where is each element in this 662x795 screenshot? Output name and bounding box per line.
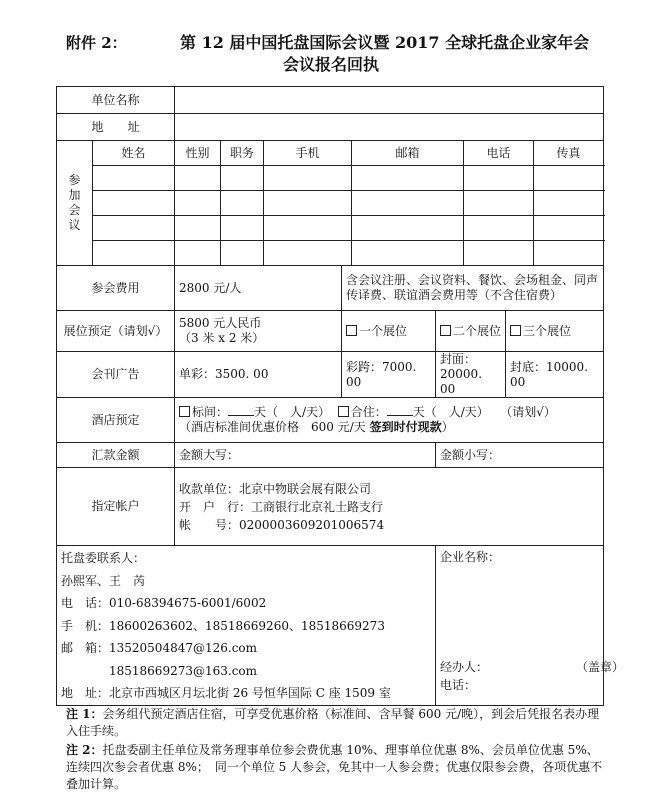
note-2: 注 2：托盘委副主任单位及常务理事单位参会费优惠 10%、理事单位优惠 8%、会员单位优惠 5%、连续四次参会者优惠 8%； 同一个单位 5 人参会，免其中一人参会费；优惠仅限参会费，各项优惠不叠加计算。 <box>66 743 603 791</box>
amount-upper-field[interactable]: 金额大写： <box>175 443 436 468</box>
attendee-mobile-cell[interactable] <box>264 166 352 191</box>
attendee-row <box>57 191 604 216</box>
ad-option-back-cover[interactable]: 封底：10000. 00 <box>506 352 604 398</box>
booth-label: 展位预定（请划√） <box>57 311 175 352</box>
handler-label: 经办人： <box>440 660 489 674</box>
attendee-fax-cell[interactable] <box>534 241 604 266</box>
account-details: 收款单位：北京中物联会展有限公司 开 户 行：工商银行北京礼士路支行 帐 号：0200003609201006574 <box>175 468 604 546</box>
attendee-gender-cell[interactable] <box>175 241 221 266</box>
attendee-name-cell[interactable] <box>93 216 175 241</box>
fee-label: 参会费用 <box>57 266 175 311</box>
company-phone-label: 电话： <box>440 678 477 692</box>
attendee-fax-cell[interactable] <box>534 216 604 241</box>
attendee-row <box>57 241 604 266</box>
company-info <box>436 546 625 706</box>
attendee-title-cell[interactable] <box>221 166 264 191</box>
attendee-email-cell[interactable] <box>352 166 464 191</box>
fee-value: 2800 元/人 <box>175 266 342 311</box>
header-gender: 性别 <box>175 141 221 166</box>
address-label: 地 址 <box>57 114 175 141</box>
booth-price: 5800 元人民币 （3 米 x 2 米） <box>175 311 342 352</box>
attendee-mobile-cell[interactable] <box>264 191 352 216</box>
hotel-booking: 标间： 天（ 人/天） 合住： 天（ 人/天） （请划√） （酒店标准间优惠价格 600 元/天 签到时付现款） <box>175 398 604 443</box>
checkbox-icon[interactable] <box>338 406 349 417</box>
attendee-phone-cell[interactable] <box>464 191 534 216</box>
account-label: 指定帐户 <box>57 468 175 546</box>
attendee-section-label: 参 加 会 议 <box>57 141 93 266</box>
attachment-label: 附件 2： <box>66 34 127 52</box>
ad-option-single-color[interactable]: 单彩：3500. 00 <box>175 352 342 398</box>
registration-form <box>56 86 625 706</box>
hotel-label: 酒店预定 <box>57 398 175 443</box>
attendee-gender-cell[interactable] <box>175 191 221 216</box>
attendee-mobile-cell[interactable] <box>264 216 352 241</box>
attendee-name-cell[interactable] <box>93 241 175 266</box>
header-phone: 电话 <box>464 141 534 166</box>
attendee-email-cell[interactable] <box>352 216 464 241</box>
remit-label: 汇款金额 <box>57 443 175 468</box>
unit-name-field[interactable] <box>175 87 604 114</box>
checkbox-icon[interactable] <box>510 325 521 336</box>
attendee-phone-cell[interactable] <box>464 241 534 266</box>
header-name: 姓名 <box>93 141 175 166</box>
header-title: 职务 <box>221 141 264 166</box>
attendee-name-cell[interactable] <box>93 191 175 216</box>
attendee-row <box>57 216 604 241</box>
attendee-fax-cell[interactable] <box>534 191 604 216</box>
fee-includes: 含会议注册、会议资料、餐饮、会场租金、同声传译费、联谊酒会费用等（不含住宿费） <box>342 266 604 311</box>
contact-info: 托盘委联系人： 孙熙军、王 芮 电 话：010-68394675-6001/6002 手 机：18600263602、18518669260、18518669273 邮 箱：13520504847@126.com 18518669273@163.com 地 址：北京市西城区月坛北街 26 号恒华国际 C 座 1509 室 <box>57 546 436 706</box>
attendee-email-cell[interactable] <box>352 241 464 266</box>
amount-lower-field[interactable]: 金额小写： <box>436 443 604 468</box>
header-email: 邮箱 <box>352 141 464 166</box>
page-subtitle: 会议报名回执 <box>282 55 379 74</box>
attendee-gender-cell[interactable] <box>175 166 221 191</box>
page-title: 第 12 届中国托盘国际会议暨 2017 全球托盘企业家年会 <box>180 33 590 52</box>
note-1: 注 1：会务组代预定酒店住宿，可享受优惠价格（标准间、含早餐 600 元/晚），到会后凭报名表办理入住手续。 <box>66 707 600 738</box>
booth-option-two[interactable]: 二个展位 <box>436 311 506 352</box>
stamp-label: （盖章） <box>576 660 625 674</box>
attendee-title-cell[interactable] <box>221 216 264 241</box>
days-blank[interactable] <box>228 405 254 416</box>
booth-option-one[interactable]: 一个展位 <box>342 311 436 352</box>
attendee-name-cell[interactable] <box>93 166 175 191</box>
attendee-email-cell[interactable] <box>352 191 464 216</box>
attendee-gender-cell[interactable] <box>175 216 221 241</box>
ad-label: 会刊广告 <box>57 352 175 398</box>
checkbox-icon[interactable] <box>440 325 451 336</box>
checkbox-icon[interactable] <box>346 325 357 336</box>
header-fax: 传真 <box>534 141 604 166</box>
company-name-label: 企业名称： <box>440 550 501 564</box>
ad-option-front-cover[interactable]: 封面：20000. 00 <box>436 352 506 398</box>
attendee-row <box>57 166 604 191</box>
booth-option-three[interactable]: 三个展位 <box>506 311 604 352</box>
header-mobile: 手机 <box>264 141 352 166</box>
unit-name-label: 单位名称 <box>57 87 175 114</box>
attendee-title-cell[interactable] <box>221 241 264 266</box>
attendee-fax-cell[interactable] <box>534 166 604 191</box>
days-blank[interactable] <box>387 405 413 416</box>
attendee-title-cell[interactable] <box>221 191 264 216</box>
address-field[interactable] <box>175 114 604 141</box>
notes <box>66 706 606 795</box>
attendee-phone-cell[interactable] <box>464 216 534 241</box>
ad-option-spread[interactable]: 彩跨：7000. 00 <box>342 352 436 398</box>
attendee-phone-cell[interactable] <box>464 166 534 191</box>
attendee-mobile-cell[interactable] <box>264 241 352 266</box>
checkbox-icon[interactable] <box>179 406 190 417</box>
